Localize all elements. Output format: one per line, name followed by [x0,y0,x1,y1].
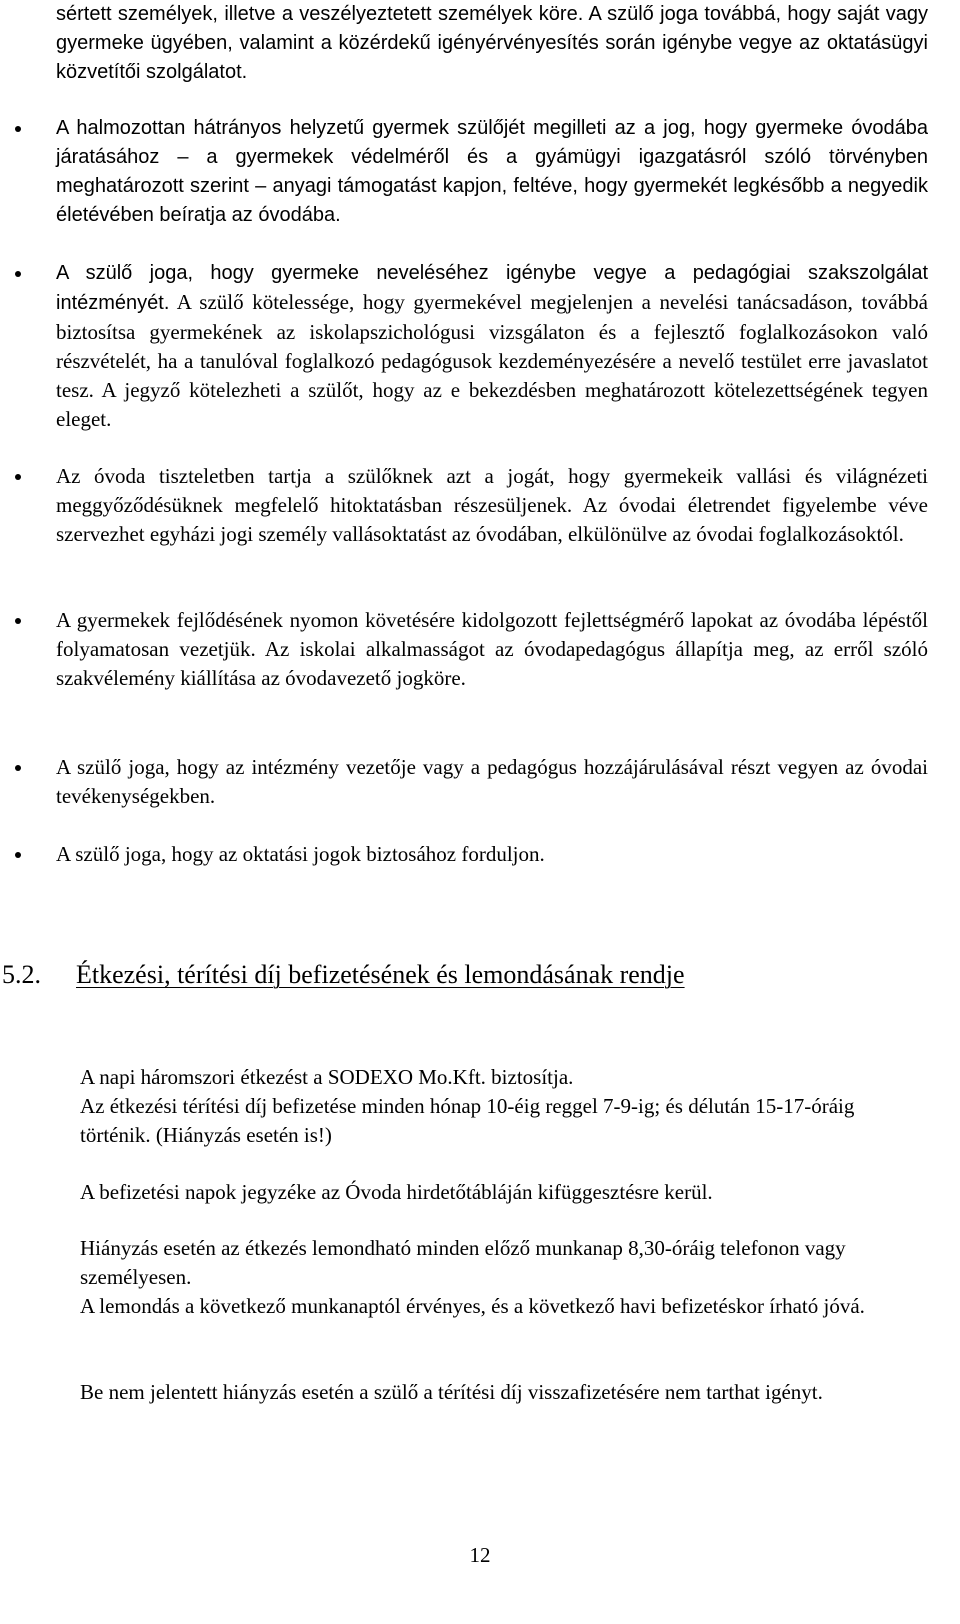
bullet-text: A gyermekek fejlődésének nyomon követésére kidolgozott fejlettségmérő lapokat az óvodába lépéstől folyamatosan vezetjük. Az iskolai alkalmasságot az óvodapedagógus állapítja meg, az erről szóló szakvélemény kiállítása az óvodavezető jogköre. [56,608,928,690]
bullet-dot-icon [15,474,21,480]
body-paragraph: A napi háromszori étkezést a SODEXO Mo.Kft. biztosítja. [80,1065,574,1089]
bullet-text: A szülő joga, hogy az oktatási jogok biztosához forduljon. [56,842,545,866]
bullet-item [56,606,928,693]
bullet-text: A halmozottan hátrányos helyzetű gyermek szülőjét megilleti az a jog, hogy gyermeke óvodába járatásához – a gyermekek védelméről és a gyámügyi igazgatásról szóló törvényben meghatározott szerint – anyagi támogatást kapjon, feltéve, hogy gyermekét legkésőbb a negyedik életévében beíratja az óvodába. [56,117,928,226]
bullet-item [56,462,928,549]
bullet-item [56,840,928,869]
bullet-item [56,259,928,434]
bullet-dot-icon [15,126,21,132]
bullet-dot-icon [15,271,21,277]
bullet-dot-icon [15,765,21,771]
bullet-text-sans-part: A szülő joga, hogy gyermeke neveléséhez igénybe vegye a pedagógiai szakszolgálat intézményét. [56,262,928,314]
section-title: Étkezési, térítési díj befizetésének és lemondásának rendje [76,960,685,989]
body-paragraph: A lemondás a következő munkanaptól érvényes, és a következő havi befizetéskor írható jóvá. [80,1294,865,1318]
bullet-item [56,753,928,811]
section-number: 5.2. [2,960,41,989]
intro-paragraph: sértett személyek, illetve a veszélyeztetett személyek köre. A szülő joga továbbá, hogy saját vagy gyermeke ügyében, valamint a közérdekű igényérvényesítés során igénybe vegye az oktatásügyi közvetítői szolgálatot. [56,3,928,83]
bullet-text: Az óvoda tiszteletben tartja a szülőknek azt a jogát, hogy gyermekeik vallási és világnézeti meggyőződésüknek megfelelő hitoktatásban részesüljenek. Az óvodai életrendet figyelembe véve szervezhet egyházi jogi személy vallásoktatást az óvodában, elkülönülve az óvodai foglalkozásoktól. [56,464,928,546]
bullet-dot-icon [15,852,21,858]
bullet-dot-icon [15,618,21,624]
body-paragraph: Hiányzás esetén az étkezés lemondható minden előző munkanap 8,30-óráig telefonon vagy személyesen. [80,1236,846,1289]
body-paragraph: A befizetési napok jegyzéke az Óvoda hirdetőtábláján kifüggesztésre kerül. [80,1180,713,1204]
bullet-text: A szülő joga, hogy az intézmény vezetője vagy a pedagógus hozzájárulásával részt vegyen az óvodai tevékenységekben. [56,755,928,808]
bullet-item [56,114,928,230]
body-paragraph: Be nem jelentett hiányzás esetén a szülő a térítési díj visszafizetésére nem tarthat igényt. [80,1380,823,1404]
page-number: 12 [469,1543,491,1567]
bullet-text-serif-part: A szülő kötelessége, hogy gyermekével megjelenjen a nevelési tanácsadáson, továbbá biztosítsa gyermekének az iskolapszichológusi vizsgálaton és a fejlesztő foglalkozásokon való részvételét, ha a tanulóval foglalkozó pedagógusok kezdeményezésére a nevelő testület erre javaslatot tesz. A jegyző kötelezheti a szülőt, hogy az e bekezdésben meghatározott kötelezettségének tegyen eleget. [56,290,928,431]
bullet-text [56,259,928,434]
body-paragraph: Az étkezési térítési díj befizetése minden hónap 10-éig reggel 7-9-ig; és délután 15-17-óráig történik. (Hiányzás esetén is!) [80,1094,855,1147]
